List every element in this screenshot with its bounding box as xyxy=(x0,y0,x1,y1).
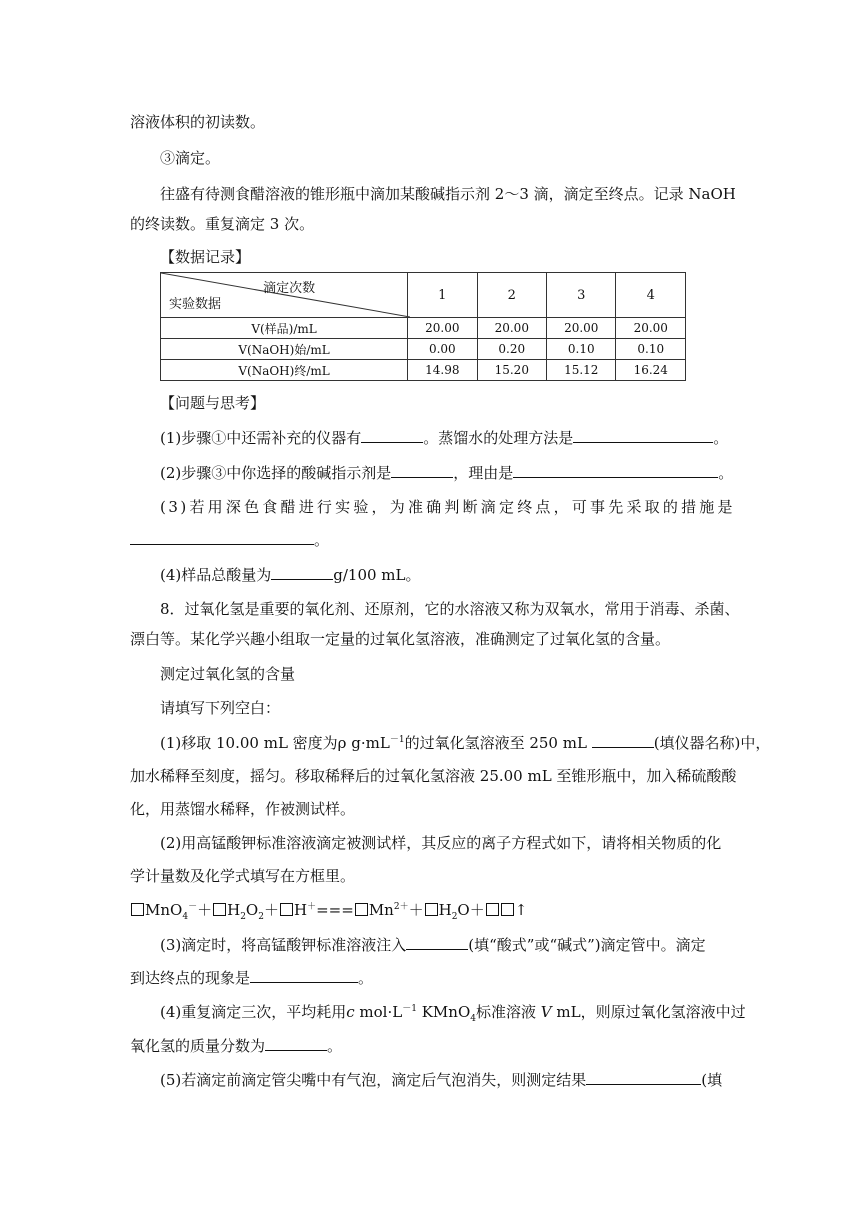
question-text: 氧化氢的质量分数为 xyxy=(130,1037,266,1055)
sub-question-5 xyxy=(160,1070,735,1090)
subscript: 2 xyxy=(240,912,246,922)
table-cell: 0.20 xyxy=(477,339,546,360)
table-row xyxy=(161,339,686,360)
question-text: 标准溶液 xyxy=(475,1003,536,1021)
question-text: 。蒸馏水的处理方法是 xyxy=(423,429,574,447)
formula-text: O xyxy=(457,901,470,919)
table-cell: 15.12 xyxy=(547,360,616,381)
sub-question-4 xyxy=(160,1002,746,1024)
answer-blank[interactable] xyxy=(513,463,718,478)
text-line: 加水稀释至刻度，摇匀。移取稀释后的过氧化氢溶液 25.00 mL 至锥形瓶中，加入稀硫酸酸 xyxy=(130,767,737,785)
table-cell: 14.98 xyxy=(408,360,477,381)
question-text: (5)若滴定前滴定管尖嘴中有气泡，滴定后气泡消失，则测定结果 xyxy=(160,1071,587,1089)
text-line: 化，用蒸馏水稀释，作被测试样。 xyxy=(130,800,356,818)
formula-text: O xyxy=(245,901,259,919)
ion-equation xyxy=(130,900,735,920)
answer-blank[interactable] xyxy=(130,530,314,545)
text-line: 的终读数。重复滴定 3 次。 xyxy=(130,215,315,233)
answer-blank[interactable] xyxy=(250,968,358,983)
plus-sign: ＋ xyxy=(408,901,424,919)
sub-question-1 xyxy=(160,733,771,753)
table-cell: 0.10 xyxy=(616,339,686,360)
superscript: 2＋ xyxy=(393,902,409,912)
formula-box[interactable] xyxy=(501,903,514,916)
diag-bottom-label: 实验数据 xyxy=(169,297,222,312)
coefficient-box[interactable] xyxy=(213,903,226,916)
coefficient-box[interactable] xyxy=(355,903,368,916)
text-line: 测定过氧化氢的含量 xyxy=(160,665,296,683)
coefficient-box[interactable] xyxy=(425,903,438,916)
section-heading: 【问题与思考】 xyxy=(160,394,266,412)
table-row xyxy=(161,318,686,339)
column-header: 4 xyxy=(616,273,686,318)
question-text: 。 xyxy=(327,1037,343,1055)
text-line xyxy=(130,1036,735,1056)
text-line: 请填写下列空白： xyxy=(160,699,281,717)
question-1 xyxy=(160,428,735,448)
formula-text: H xyxy=(438,901,452,919)
table-cell: 20.00 xyxy=(616,318,686,339)
question-text: (填仪器名称)中， xyxy=(653,734,771,752)
formula-text: MnO xyxy=(145,901,183,919)
answer-blank[interactable] xyxy=(573,428,713,443)
question-text: 。 xyxy=(358,969,374,987)
answer-blank[interactable] xyxy=(592,733,654,748)
question-text: (填 xyxy=(701,1071,723,1089)
question-text: 到达终点的现象是 xyxy=(130,969,251,987)
table-cell: 0.10 xyxy=(547,339,616,360)
question-text: (4)重复滴定三次，平均耗用 xyxy=(160,1003,347,1021)
question-text: (填“酸式”或“碱式”)滴定管中。滴定 xyxy=(468,936,706,954)
coefficient-box[interactable] xyxy=(131,903,144,916)
text-line xyxy=(130,968,735,988)
formula-text: H xyxy=(227,901,241,919)
question-text: g/100 mL。 xyxy=(333,566,421,584)
question-text: 。 xyxy=(713,429,729,447)
text-line: 漂白等。某化学兴趣小组取一定量的过氧化氢溶液，准确测定了过氧化氢的含量。 xyxy=(130,630,671,648)
diagonal-header-cell xyxy=(161,273,408,318)
table-cell: 15.20 xyxy=(477,360,546,381)
coefficient-box[interactable] xyxy=(280,903,293,916)
text-line: 学计量数及化学式填写在方框里。 xyxy=(130,867,356,885)
row-label: V(NaOH)始/mL xyxy=(161,339,408,360)
superscript: －1 xyxy=(389,735,405,745)
plus-sign: ＋ xyxy=(263,901,279,919)
table-cell: 16.24 xyxy=(616,360,686,381)
plus-sign: ＋ xyxy=(197,901,213,919)
question-text: (1)步骤①中还需补充的仪器有 xyxy=(160,429,362,447)
superscript: － xyxy=(188,902,198,912)
superscript: ＋ xyxy=(307,902,317,912)
question-text: (3)滴定时，将高锰酸钾标准溶液注入 xyxy=(160,936,407,954)
table-cell: 0.00 xyxy=(408,339,477,360)
answer-blank[interactable] xyxy=(406,935,468,950)
plus-sign: ＋ xyxy=(469,901,485,919)
variable: V xyxy=(540,1003,552,1021)
answer-blank[interactable] xyxy=(271,565,333,580)
problem-8-intro: 8．过氧化氢是重要的氧化剂、还原剂，它的水溶液又称为双氧水，常用于消毒、杀菌、 xyxy=(160,600,740,618)
row-label: V(样品)/mL xyxy=(161,318,408,339)
sub-question-2: (2)用高锰酸钾标准溶液滴定被测试样，其反应的离子方程式如下，请将相关物质的化 xyxy=(160,834,722,852)
subscript: 4 xyxy=(182,912,189,922)
question-text: (4)样品总酸量为 xyxy=(160,566,272,584)
coefficient-box[interactable] xyxy=(486,903,499,916)
diag-top-label: 滴定次数 xyxy=(263,281,316,296)
formula-text: H xyxy=(293,901,308,919)
question-text: mol·L xyxy=(354,1003,403,1021)
text-line: 往盛有待测食醋溶液的锥形瓶中滴加某酸碱指示剂 2～3 滴，滴定至终点。记录 NaOH xyxy=(160,185,736,203)
subscript: 2 xyxy=(258,912,264,922)
text-line: 溶液体积的初读数。 xyxy=(130,113,266,131)
answer-blank[interactable] xyxy=(361,428,423,443)
step-3-title: ③滴定。 xyxy=(160,149,221,167)
answer-blank[interactable] xyxy=(391,463,453,478)
answer-blank[interactable] xyxy=(586,1070,701,1085)
formula-text: Mn xyxy=(368,901,394,919)
question-3-answer xyxy=(130,530,735,550)
subscript: 2 xyxy=(451,912,458,922)
formula-text: KMnO xyxy=(416,1003,471,1021)
question-text: (1)移取 10.00 mL 密度为ρ g·mL xyxy=(160,734,390,752)
question-text: ，理由是 xyxy=(453,464,514,482)
question-text: 。 xyxy=(314,531,330,549)
superscript: －1 xyxy=(402,1004,417,1014)
reaction-sign: === xyxy=(316,901,354,919)
table-cell: 20.00 xyxy=(547,318,616,339)
variable: c xyxy=(346,1003,355,1021)
question-4 xyxy=(160,565,735,585)
gas-arrow-icon: ↑ xyxy=(514,901,528,919)
table-header-row xyxy=(161,273,686,318)
column-header: 3 xyxy=(547,273,616,318)
subscript: 4 xyxy=(470,1014,476,1024)
table-cell: 20.00 xyxy=(477,318,546,339)
answer-blank[interactable] xyxy=(265,1036,327,1051)
column-header: 2 xyxy=(477,273,546,318)
column-header: 1 xyxy=(408,273,477,318)
row-label: V(NaOH)终/mL xyxy=(161,360,408,381)
question-text: (2)步骤③中你选择的酸碱指示剂是 xyxy=(160,464,392,482)
question-2 xyxy=(160,463,735,483)
question-3: (3)若用深色食醋进行实验，为准确判断滴定终点，可事先采取的措施是 xyxy=(160,498,735,516)
table-row xyxy=(161,360,686,381)
question-text: 。 xyxy=(718,464,734,482)
section-heading: 【数据记录】 xyxy=(160,248,251,266)
sub-question-3 xyxy=(160,935,735,955)
question-text: mL，则原过氧化氢溶液中过 xyxy=(556,1003,746,1021)
table-cell: 20.00 xyxy=(408,318,477,339)
question-text: 的过氧化氢溶液至 250 mL xyxy=(404,734,587,752)
data-table xyxy=(160,272,686,381)
